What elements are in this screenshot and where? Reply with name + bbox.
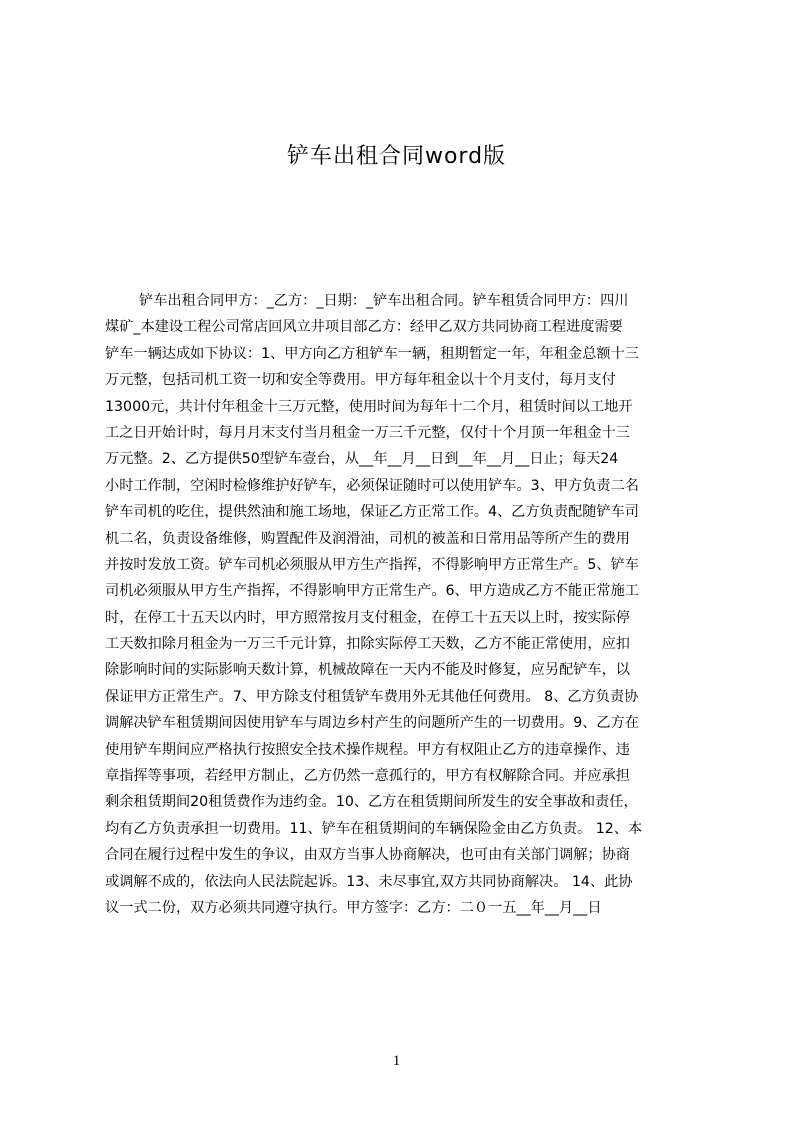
document-title: 铲车出租合同word版 bbox=[286, 144, 507, 169]
body-line-10: 机二名，负责设备维修，购置配件及润滑油，司机的被盖和日常用品等所产生的费用 bbox=[105, 530, 630, 547]
body-line-8: 小时工作制，空闲时检修维护好铲车，必须保证随时可以使用铲车。3、甲方负责二名 bbox=[105, 477, 639, 494]
body-line-22: 合同在履行过程中发生的争议，由双方当事人协商解决，也可由有关部门调解；协商 bbox=[105, 847, 630, 864]
body-line-13: 时，在停工十五天以内时，甲方照常按月支付租金，在停工十五天以上时，按实际停 bbox=[105, 609, 630, 626]
body-line-23: 或调解不成的，依法向人民法院起诉。13、未尽事宜,双方共同协商解决。 14、此协 bbox=[105, 873, 633, 890]
page-number: 1 bbox=[392, 1053, 401, 1069]
body-line-15: 除影响时间的实际影响天数计算，机械故障在一天内不能及时修复，应另配铲车，以 bbox=[105, 662, 630, 679]
body-line-21: 均有乙方负责承担一切费用。11、铲车在租赁期间的车辆保险金由乙方负责。 12、本 bbox=[105, 820, 643, 837]
body-line-9: 铲车司机的吃住，提供然油和施工场地，保证乙方正常工作。4、乙方负责配随铲车司 bbox=[105, 504, 639, 521]
body-line-16: 保证甲方正常生产。7、甲方除支付租赁铲车费用外无其他任何费用。 8、乙方负责协 bbox=[105, 688, 639, 705]
body-line-7: 万元整。2、乙方提供50型铲车壹台，从__年__月__日到__年__月__日止；每天24 bbox=[105, 451, 619, 468]
body-line-4: 万元整，包括司机工资一切和安全等费用。甲方每年租金以十个月支付，每月支付 bbox=[105, 372, 616, 389]
body-line-2: 煤矿_本建设工程公司常店回风立井项目部乙方：经甲乙双方共同协商工程进度需要 bbox=[105, 319, 623, 336]
contract-body bbox=[105, 288, 697, 938]
body-line-3: 铲车一辆达成如下协议：1、甲方向乙方租铲车一辆，租期暂定一年，年租金总额十三 bbox=[105, 345, 639, 362]
body-line-5: 13000元，共计付年租金十三万元整，使用时间为每年十二个月，租赁时间以工地开 bbox=[105, 398, 633, 415]
body-line-11: 并按时发放工资。铲车司机必须服从甲方生产指挥，不得影响甲方正常生产。5、铲车 bbox=[105, 556, 639, 573]
body-line-19: 章指挥等事项，若经甲方制止，乙方仍然一意孤行的，甲方有权解除合同。并应承担 bbox=[105, 768, 630, 785]
body-line-17: 调解决铲车租赁期间因使用铲车与周边乡村产生的问题所产生的一切费用。9、乙方在 bbox=[105, 715, 639, 732]
body-line-18: 使用铲车期间应严格执行按照安全技术操作规程。甲方有权阻止乙方的违章操作、违 bbox=[105, 741, 630, 758]
body-line-6: 工之日开始计时，每月月末支付当月租金一万三千元整，仅付十个月顶一年租金十三 bbox=[105, 424, 630, 441]
body-line-20: 剩余租赁期间20租赁费作为违约金。10、乙方在租赁期间所发生的安全事故和责任， bbox=[105, 794, 638, 811]
body-line-1: 铲车出租合同甲方：_乙方：_日期：_铲车出租合同。铲车租赁合同甲方：四川 bbox=[139, 293, 629, 309]
body-line-12: 司机必须服从甲方生产指挥，不得影响甲方正常生产。6、甲方造成乙方不能正常施工 bbox=[105, 583, 639, 600]
body-line-24: 议一式二份，双方必须共同遵守执行。甲方签字：乙方：二０一五__年__月__日 bbox=[105, 899, 602, 916]
body-line-14: 工天数扣除月租金为一万三千元计算，扣除实际停工天数，乙方不能正常使用，应扣 bbox=[105, 636, 630, 653]
